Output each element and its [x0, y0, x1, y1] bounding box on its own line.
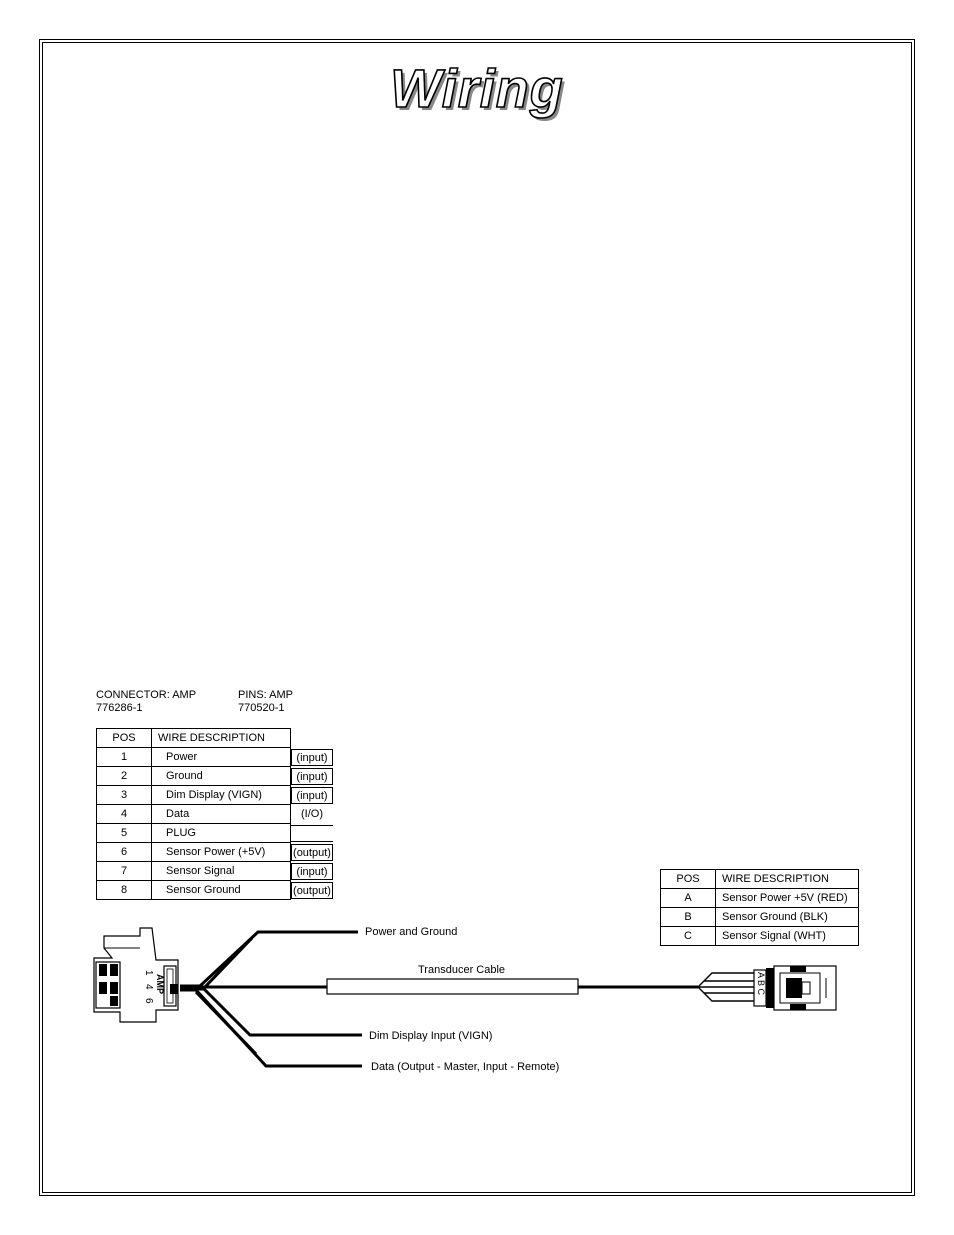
row-note: (output) — [291, 882, 333, 899]
row-description: Ground — [152, 767, 291, 786]
row-note: (output) — [291, 844, 333, 861]
header-wire-description: WIRE DESCRIPTION — [152, 729, 291, 748]
power-ground-label: Power and Ground — [365, 926, 458, 938]
row-description: Data — [152, 805, 291, 824]
connector-part: 776286-1 — [96, 702, 143, 714]
row-pos: 5 — [97, 824, 152, 843]
plug-pin-1-label: 1 — [143, 970, 154, 976]
row-description: PLUG — [152, 824, 291, 843]
row-note: (input) — [291, 787, 333, 804]
row-note: (input) — [291, 749, 333, 766]
dim-display-label: Dim Display Input (VIGN) — [369, 1030, 493, 1042]
row-pos: 1 — [97, 748, 152, 767]
row-pos: A — [661, 889, 716, 908]
row-description: Sensor Signal (WHT) — [716, 927, 859, 946]
power-ground-wire — [180, 932, 358, 986]
row-description: Dim Display (VIGN) — [152, 786, 291, 805]
sensor-pin-labels: A B C — [756, 972, 766, 996]
sensor-wire-fanout — [698, 973, 754, 1001]
pins-label: PINS: AMP — [238, 689, 294, 701]
header-wire-description: WIRE DESCRIPTION — [716, 870, 859, 889]
data-label: Data (Output - Master, Input - Remote) — [371, 1061, 560, 1073]
row-description: Power — [152, 748, 291, 767]
row-description: Sensor Power +5V (RED) — [716, 889, 859, 908]
data-wire-2 — [196, 992, 256, 1054]
dim-display-wire — [180, 989, 362, 1035]
transducer-cable-label: Transducer Cable — [418, 964, 506, 976]
row-pos: 6 — [97, 843, 152, 862]
row-pos: 3 — [97, 786, 152, 805]
row-pos: C — [661, 927, 716, 946]
row-note: (input) — [291, 863, 333, 880]
row-description: Sensor Ground (BLK) — [716, 908, 859, 927]
row-pos: 8 — [97, 881, 152, 900]
row-note: (I/O) — [301, 807, 323, 820]
wire-harness — [180, 932, 362, 1066]
header-pos: POS — [661, 870, 716, 889]
row-note: (input) — [291, 768, 333, 785]
page-title: Wiring — [390, 59, 564, 119]
row-description: Sensor Power (+5V) — [152, 843, 291, 862]
row-pos: 2 — [97, 767, 152, 786]
connector-label: CONNECTOR: AMP — [96, 689, 197, 701]
data-wire — [180, 990, 362, 1066]
row-pos: 7 — [97, 862, 152, 881]
plug-pin-6-label: 6 — [143, 998, 154, 1004]
row-pos: 4 — [97, 805, 152, 824]
transducer-cable — [327, 979, 578, 994]
pins-part: 770520-1 — [238, 702, 285, 714]
row-pos: B — [661, 908, 716, 927]
plug-brand-label: AMP — [155, 974, 165, 994]
power-ground-wire-2 — [180, 938, 252, 988]
row-description: Sensor Signal — [152, 862, 291, 881]
plug-pin-4-label: 4 — [143, 984, 154, 990]
row-description: Sensor Ground — [152, 881, 291, 900]
header-pos: POS — [97, 729, 152, 748]
